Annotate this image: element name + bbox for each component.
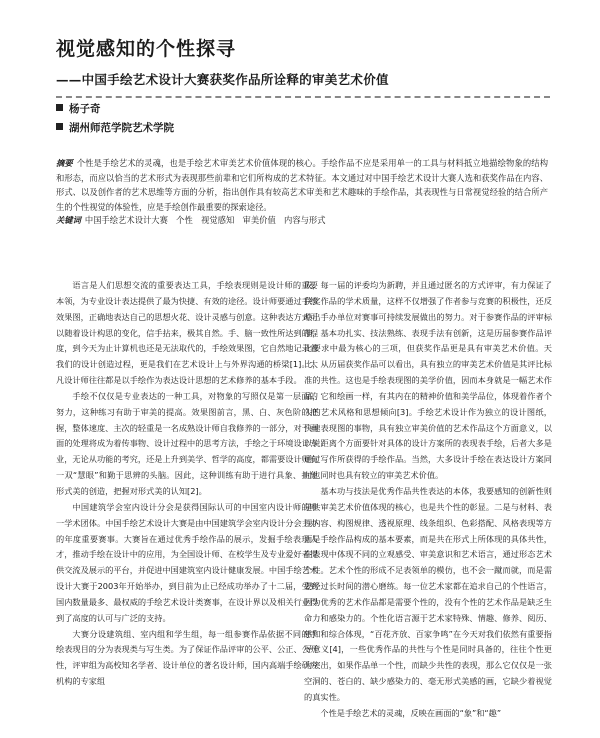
body-column-right [304,278,552,722]
abstract-text: 个性是手绘艺术的灵魂，也是手绘艺术审美艺术价值体现的核心。手绘作品不应是采用单一的工具与材料抵立地描绘物象的结构和形态，而应以恰当的艺术形式为表现那些前辈和它们所构成的艺术特征。本文通过对中国手绘艺术设计大赛人选和获奖作品在内容、形式、以及创作者的艺术思维等方面的分析，指出创作具有较高艺术审美和艺术趣味的手绘作品，其表现性与日常视觉经验的结合所产生的个性视觉的体验性，应是手绘创作最重要的探索途径。 [56,158,548,212]
abstract-label: 摘要 [56,158,73,168]
body-paragraph: 中国建筑学会室内设计分会是获得国际认可的中国室内设计师的唯一学术团体。中国手绘艺术设计大赛是由中国建筑学会室内设计分会主办的年度重要赛事。大赛旨在通过优秀手绘作品的展示，发掘手绘表现人才，推动手绘在设计中的应用，为全国设计师、在校学生及专业爱好者提供交流及展示的平台，并促进中国建筑室内设计健康发展。中国手绘艺术设计大赛于2003年开始举办，到目前为止已经成功举办了十二届，受到国内数量最多、最权威的手绘艺术设计类赛事，在设计界以及相关行业得到了高度的认可与广泛的支持。 [56,501,319,623]
abstract [56,156,548,214]
article-subtitle: ——中国手绘艺术设计大赛获奖作品所诠释的审美艺术价值 [56,72,389,87]
title-divider [56,96,550,98]
author-name: 杨子奇 [69,103,101,115]
body-paragraph: 个性是手绘艺术的灵魂，反映在画面的“象”和“趣” [320,707,502,718]
article-title: 视觉感知的个性探寻 [56,38,237,60]
keywords-label: 关键词 [56,215,81,225]
square-bullet-icon [56,123,63,130]
body-paragraph: 大赛分设建筑组、室内组和学生组，每一组参赛作品依据不同的手绘表现目的分为表现类与写生类。为了保证作品评审的公平、公正、公开性，评审组为高校知名学者、设计单位的著名设计师，国内高端手绘研究机构的专家组 [56,628,319,687]
author-affiliation: 湖州师范学院艺术学院 [69,122,174,134]
author-line [56,101,101,116]
body-paragraph: 手绘不仅仅是专业表达的一种工具，对物象的写照仅是第一层面的努力，这种练习有助于审美的提高。效果图前言，黑、白、灰色阶的把握，整体速度、主次的轻重是一名成熟设计师自我修养的一部分，对于画面的处理将成为着传事物、设计过程中的思考方法，手绘之于环境设计专业，无论从功能的考究，还是上升到美学、哲学的高度，都需要设计师有一双“慧眼”和勤于思辨的头脑。因此，这种训练有助于进行具象、抽象形式美的创造，把握对形式美的认知[2]。 [56,390,319,496]
body-paragraph: 基本功与技法是优秀作品共性表达的本体，我要感知的创新性则是共审美艺术价值体现的核心，也是共个性的彰显。二是与材料、表现内容、构图规律、透视原理、线条组织、色彩搭配、风格表现等方面是手绘作品构成的基本要素，而是共在形式上所体现的具体共性，在表现中体现不同的立观感受、审美意识和艺术语言，通过形态艺术个性。艺术个性的形成不足表领单的模仿，也不会一蹴而就，而是需要经过长时间的潜心磨练。每一位艺术家都在追求自己的个性语言，因为优秀的艺术作品都是需要个性的，没有个性的艺术作品是缺乏生命力和感染力的。个性化语言源于艺术家特殊、情趣、修养、阅历、感知和综合体现，“百花齐放、百家争鸣”在今天对我们依然有重要指导意义[4]，一些优秀作品的共性与个性是同时具备的，往往个性更为突出，如果作品单一个性，而缺少共性的表现，那么它仅仅是一张空洞的、苍白的、缺少感染力的、毫无形式美感的画，它缺少着视觉的真实性。 [304,485,552,702]
body-paragraph: 语言是人们思想交流的重要表达工具，手绘表现则是设计师的重要本领，为专业设计表达提供了最为快捷、有效的途径。设计师要通过手绘效果图，正确地表达自己的思想火花、设计灵感与创意。这种表达方式可以随着设计构思的变化，信手拈来，极其自然。手、脑一致性所达到的程度，到今天为止计算机也还是无法取代的，手绘效果图，它自然地记录着我们的设计创造过程，更是我们在艺术设计上与外界沟通的桥梁[1]。大凡设计师往往都是以手绘作为表达设计思想的艺术修养的基本手段。 [56,280,319,386]
square-bullet-icon [56,104,63,111]
keywords [56,214,548,226]
keywords-text: 中国手绘艺术设计大赛 个性 视觉感知 审美价值 内容与形式 [84,215,326,225]
body-paragraph: 成，每一届的评委均为新聘，并且通过匿名的方式评审，有力保证了获奖作品的学术质量，这样不仅增强了作者参与竞赛的积极性，还反映出手办单位对赛事可持续发展做出的努力。对于参赛作品的评审标准，基本功扎实、技法熟练、表现手法有创新，这是历届参赛作品评比要求中最为核心的三项，但获奖作品更是具有审美艺术价值。天比，从历届获奖作品可以看出，具有独立的审美艺术价值是其评比标准的共性。这也是手绘表现图的美学价值，因而本身就是一幅艺术作品，它和绘画一样，有其内在的精神价值和美学品位，体现着作者个人的艺术风格和思想倾向[3]。手绘艺术设计作为独立的设计图纸，快速表现图的事物，具有独立审美价值的艺术作品这个方面意义，以以说距离个方面要针对具体的设计方案所的表现表手绘，后者大多是通过写作所获得的手绘作品。当然，大多设计手绘在表达设计方案同时也同时也具有较立的审美艺术价值。 [304,280,552,481]
body-column-left [56,278,318,690]
affiliation-line [56,120,174,135]
